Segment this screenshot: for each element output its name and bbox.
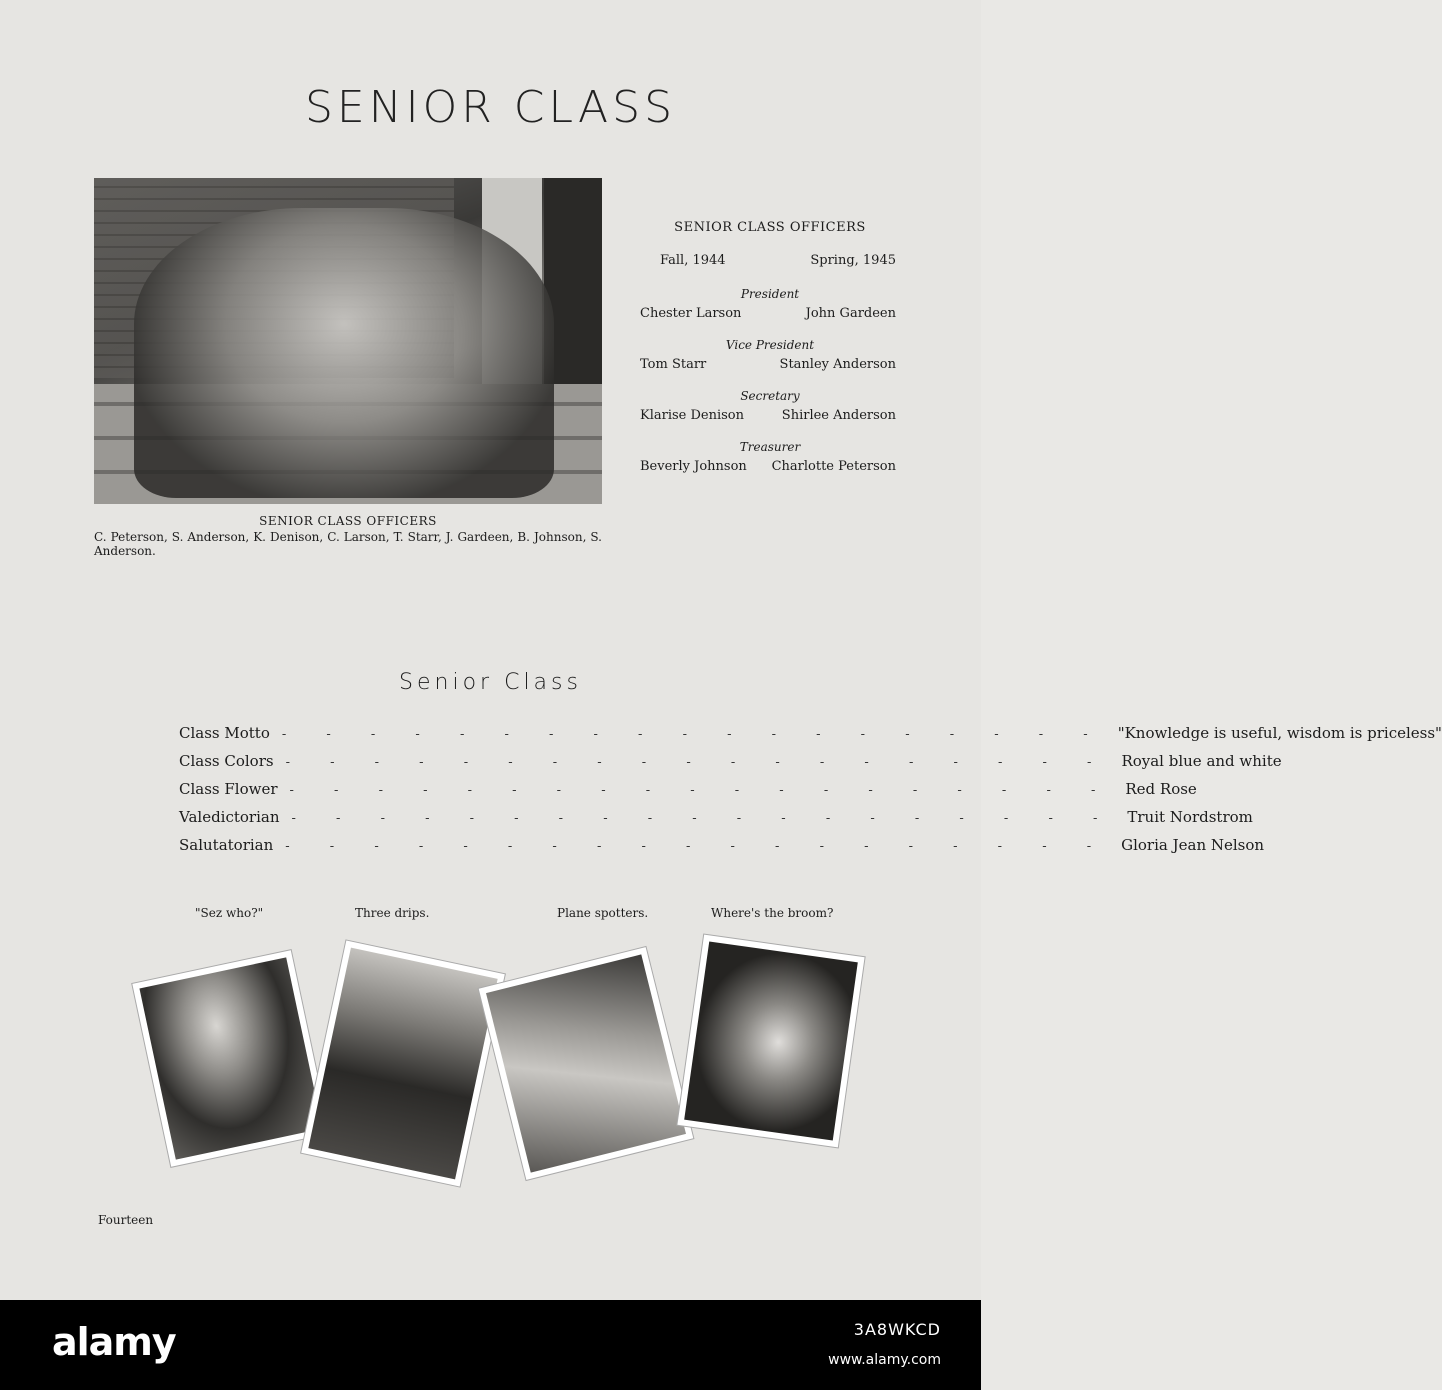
class-info-value: Gloria Jean Nelson	[1121, 836, 1265, 854]
stock-watermark-bar	[0, 1300, 981, 1390]
officers-group-photo	[94, 178, 602, 504]
class-info-value: Truit Nordstrom	[1127, 808, 1253, 826]
class-info-label: Class Flower	[179, 780, 278, 798]
snapshot-photo	[677, 935, 864, 1148]
officers-list	[640, 220, 900, 491]
officer-spring-name: Shirlee Anderson	[781, 408, 896, 423]
snapshot-photo	[301, 941, 505, 1187]
class-info-item	[179, 780, 1197, 808]
class-info-item	[179, 808, 1253, 836]
class-info-list	[179, 724, 1442, 864]
officers-seasons	[640, 253, 900, 268]
officer-fall-name: Beverly Johnson	[640, 459, 747, 474]
photo-caption-text: C. Peterson, S. Anderson, K. Denison, C. Larson, T. Starr, J. Gardeen, B. Johnson, S. Anderson.	[94, 530, 602, 558]
class-info-value: Royal blue and white	[1121, 752, 1282, 770]
class-info-label: Salutatorian	[179, 836, 274, 854]
alamy-logo: alamy	[52, 1320, 176, 1364]
class-info-label: Valedictorian	[179, 808, 280, 826]
class-info-title: Senior Class	[399, 670, 582, 695]
class-info-label: Class Motto	[179, 724, 270, 742]
class-info-item	[179, 752, 1282, 780]
snapshot-caption: "Sez who?"	[195, 906, 264, 920]
officer-block	[640, 287, 900, 321]
officer-fall-name: Chester Larson	[640, 306, 742, 321]
officer-role: Vice President	[725, 338, 815, 352]
dot-leader: - - - - - - - - - - - - - - - - - - -	[281, 727, 1106, 742]
snapshot-caption: Plane spotters.	[557, 906, 649, 920]
snapshot-caption: Where's the broom?	[711, 906, 834, 920]
season-fall: Fall, 1944	[660, 253, 726, 268]
officers-heading: SENIOR CLASS OFFICERS	[674, 220, 866, 235]
photo-caption-title: SENIOR CLASS OFFICERS	[259, 514, 437, 528]
officer-role: Treasurer	[739, 440, 801, 454]
officer-fall-name: Klarise Denison	[640, 408, 745, 423]
dot-leader: - - - - - - - - - - - - - - - - - - -	[285, 839, 1110, 854]
officer-block	[640, 338, 900, 372]
snapshot-caption: Three drips.	[355, 906, 430, 920]
dot-leader: - - - - - - - - - - - - - - - - - - -	[285, 755, 1110, 770]
officer-spring-name: John Gardeen	[805, 306, 896, 321]
snapshot-photo	[479, 947, 694, 1180]
officer-role: Secretary	[740, 389, 800, 403]
image-id: 3A8WKCD	[853, 1320, 941, 1339]
officer-spring-name: Stanley Anderson	[779, 357, 896, 372]
officer-block	[640, 389, 900, 423]
officer-block	[640, 440, 900, 474]
officer-fall-name: Tom Starr	[640, 357, 707, 372]
class-info-value: Red Rose	[1125, 780, 1197, 798]
class-info-label: Class Colors	[179, 752, 274, 770]
page-title: SENIOR CLASS	[304, 82, 677, 133]
dot-leader: - - - - - - - - - - - - - - - - - - -	[291, 811, 1116, 826]
snapshot-photo	[132, 950, 329, 1167]
officer-role: President	[740, 287, 800, 301]
season-spring: Spring, 1945	[810, 253, 896, 268]
page-number: Fourteen	[98, 1213, 154, 1227]
watermark-url: www.alamy.com	[828, 1352, 941, 1368]
class-info-value: "Knowledge is useful, wisdom is priceless"	[1117, 724, 1442, 742]
officer-spring-name: Charlotte Peterson	[771, 459, 896, 474]
class-info-item	[179, 836, 1265, 864]
class-info-item	[179, 724, 1442, 752]
dot-leader: - - - - - - - - - - - - - - - - - - -	[289, 783, 1114, 798]
